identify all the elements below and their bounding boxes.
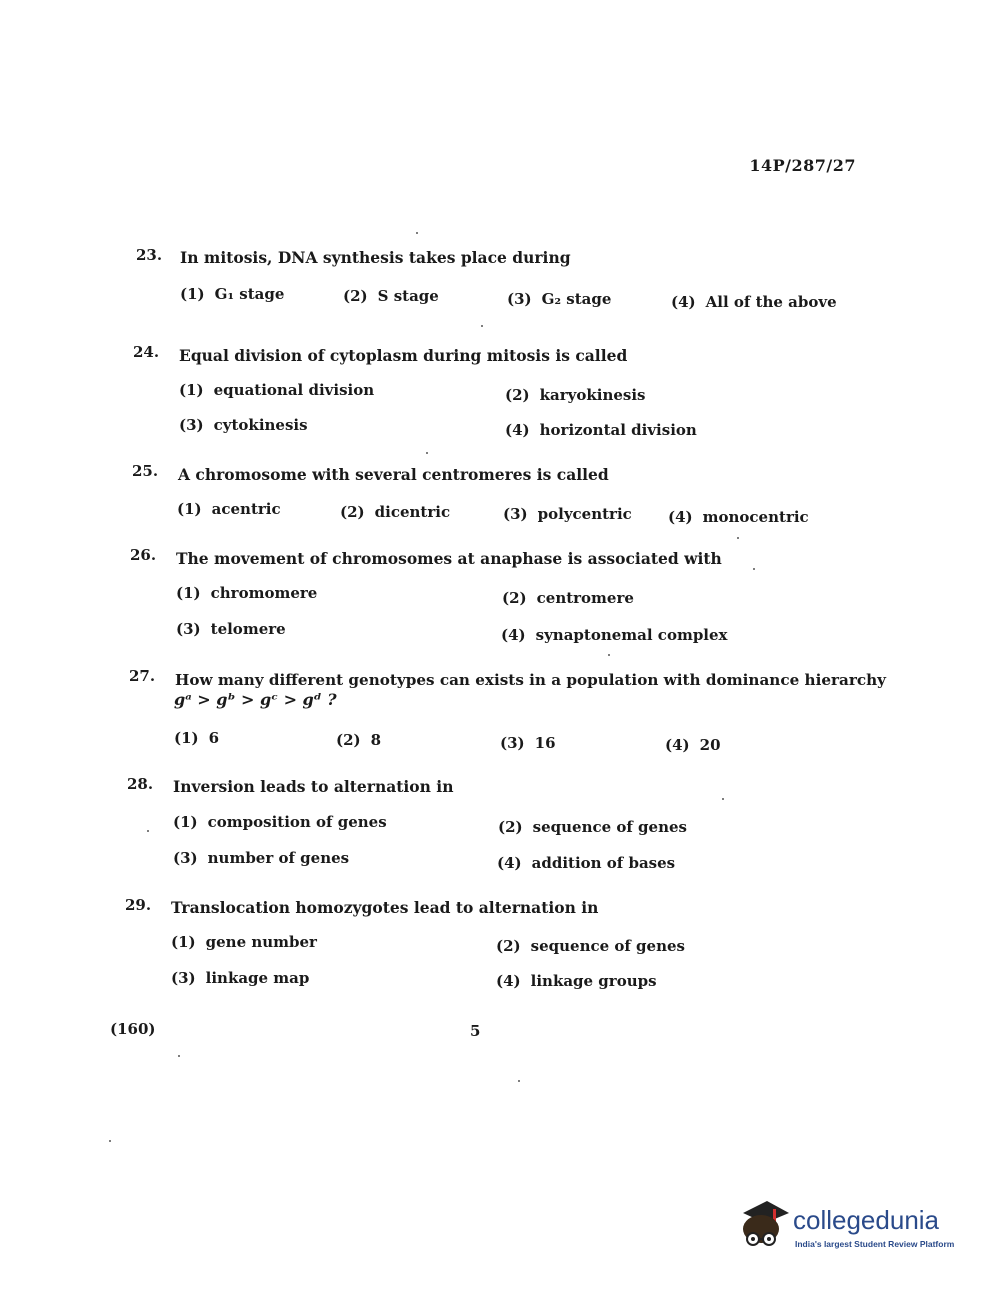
option-4 — [665, 736, 721, 754]
option-label: gene number — [205, 933, 317, 951]
scan-speck — [737, 537, 739, 539]
scan-speck — [608, 654, 610, 656]
question-text: Inversion leads to alternation in — [173, 777, 454, 796]
option-3 — [179, 416, 308, 434]
option-label: equational division — [213, 381, 375, 399]
option-number: (4) — [496, 972, 521, 990]
question-text: How many different genotypes can exists in a population with dominance hierarchy — [175, 671, 886, 689]
option-3 — [503, 505, 632, 523]
question-text: The movement of chromosomes at anaphase is associated with — [176, 549, 722, 568]
option-label: cytokinesis — [213, 416, 308, 434]
option-1 — [176, 584, 317, 602]
option-label: acentric — [211, 500, 281, 518]
option-number: (1) — [174, 729, 199, 747]
option-3 — [500, 734, 556, 752]
option-label: karyokinesis — [539, 386, 646, 404]
option-number: (4) — [668, 508, 693, 526]
option-1 — [180, 285, 284, 303]
option-number: (3) — [171, 969, 196, 987]
option-label: telomere — [210, 620, 286, 638]
scan-speck — [178, 1055, 180, 1057]
scan-speck — [426, 452, 428, 454]
option-number: (3) — [500, 734, 525, 752]
option-label: chromomere — [210, 584, 318, 602]
option-number: (4) — [501, 626, 526, 644]
option-number: (1) — [177, 500, 202, 518]
scan-speck — [109, 1140, 111, 1142]
mascot-icon — [735, 1195, 791, 1255]
scan-speck — [753, 568, 755, 570]
option-number: (4) — [505, 421, 530, 439]
option-number: (1) — [179, 381, 204, 399]
option-label: 16 — [534, 734, 556, 752]
option-4 — [497, 854, 675, 872]
question-text: Translocation homozygotes lead to alternation in — [171, 898, 599, 917]
option-label: All of the above — [705, 293, 837, 311]
option-label: polycentric — [537, 505, 632, 523]
option-4 — [671, 293, 837, 311]
option-label: sequence of genes — [532, 818, 687, 836]
option-4 — [496, 972, 657, 990]
option-number: (3) — [503, 505, 528, 523]
option-label: 6 — [208, 729, 220, 747]
option-number: (2) — [336, 731, 361, 749]
question-text: In mitosis, DNA synthesis takes place during — [180, 248, 571, 267]
option-4 — [505, 421, 697, 439]
question-number: 23. — [136, 246, 163, 264]
option-number: (2) — [343, 287, 368, 305]
option-2 — [496, 937, 685, 955]
paper-code: 14P/287/27 — [749, 156, 856, 175]
scan-speck — [722, 798, 724, 800]
option-number: (4) — [665, 736, 690, 754]
option-label: horizontal division — [539, 421, 697, 439]
option-2 — [343, 287, 439, 305]
option-label: 20 — [699, 736, 721, 754]
option-number: (1) — [173, 813, 198, 831]
option-1 — [171, 933, 317, 951]
option-2 — [502, 589, 634, 607]
dominance-formula: gᵃ > gᵇ > gᶜ > gᵈ ? — [174, 690, 337, 709]
scan-speck — [416, 232, 418, 234]
question-number: 27. — [129, 667, 156, 685]
option-4 — [501, 626, 728, 644]
option-number: (1) — [180, 285, 205, 303]
option-number: (3) — [176, 620, 201, 638]
option-number: (1) — [171, 933, 196, 951]
question-number: 24. — [133, 343, 160, 361]
logo-wordmark: collegedunia — [793, 1205, 940, 1235]
option-number: (1) — [176, 584, 201, 602]
option-number: (4) — [671, 293, 696, 311]
option-label: linkage map — [205, 969, 310, 987]
question-number: 26. — [130, 546, 157, 564]
option-number: (2) — [498, 818, 523, 836]
option-number: (3) — [507, 290, 532, 308]
option-1 — [177, 500, 281, 518]
option-1 — [174, 729, 219, 747]
option-3 — [171, 969, 309, 987]
option-label: centromere — [536, 589, 634, 607]
footer-code: (160) — [110, 1020, 156, 1038]
option-label: S stage — [377, 287, 439, 305]
option-label: G₁ stage — [214, 285, 285, 303]
option-label: addition of bases — [531, 854, 676, 872]
option-number: (3) — [179, 416, 204, 434]
option-label: composition of genes — [207, 813, 387, 831]
option-2 — [498, 818, 687, 836]
question-number: 25. — [132, 462, 159, 480]
option-label: linkage groups — [530, 972, 657, 990]
option-3 — [173, 849, 349, 867]
option-3 — [176, 620, 286, 638]
option-2 — [505, 386, 646, 404]
option-label: sequence of genes — [530, 937, 685, 955]
option-2 — [336, 731, 381, 749]
collegedunia-logo — [735, 1195, 965, 1265]
logo-tagline: India's largest Student Review Platform — [795, 1239, 955, 1249]
option-number: (2) — [502, 589, 527, 607]
option-1 — [173, 813, 387, 831]
option-number: (2) — [496, 937, 521, 955]
question-text: Equal division of cytoplasm during mitosis is called — [179, 346, 628, 365]
scan-speck — [518, 1080, 520, 1082]
option-label: monocentric — [702, 508, 809, 526]
option-label: G₂ stage — [541, 290, 612, 308]
option-3 — [507, 290, 611, 308]
option-number: (4) — [497, 854, 522, 872]
option-number: (2) — [340, 503, 365, 521]
option-label: 8 — [370, 731, 382, 749]
option-number: (2) — [505, 386, 530, 404]
option-2 — [340, 503, 450, 521]
option-4 — [668, 508, 809, 526]
option-label: dicentric — [374, 503, 451, 521]
question-number: 28. — [127, 775, 154, 793]
page-number: 5 — [470, 1022, 481, 1040]
scan-speck — [147, 830, 149, 832]
question-text: A chromosome with several centromeres is called — [178, 465, 609, 484]
option-label: synaptonemal complex — [535, 626, 728, 644]
question-number: 29. — [125, 896, 152, 914]
option-number: (3) — [173, 849, 198, 867]
option-label: number of genes — [207, 849, 350, 867]
scan-speck — [481, 325, 483, 327]
option-1 — [179, 381, 374, 399]
